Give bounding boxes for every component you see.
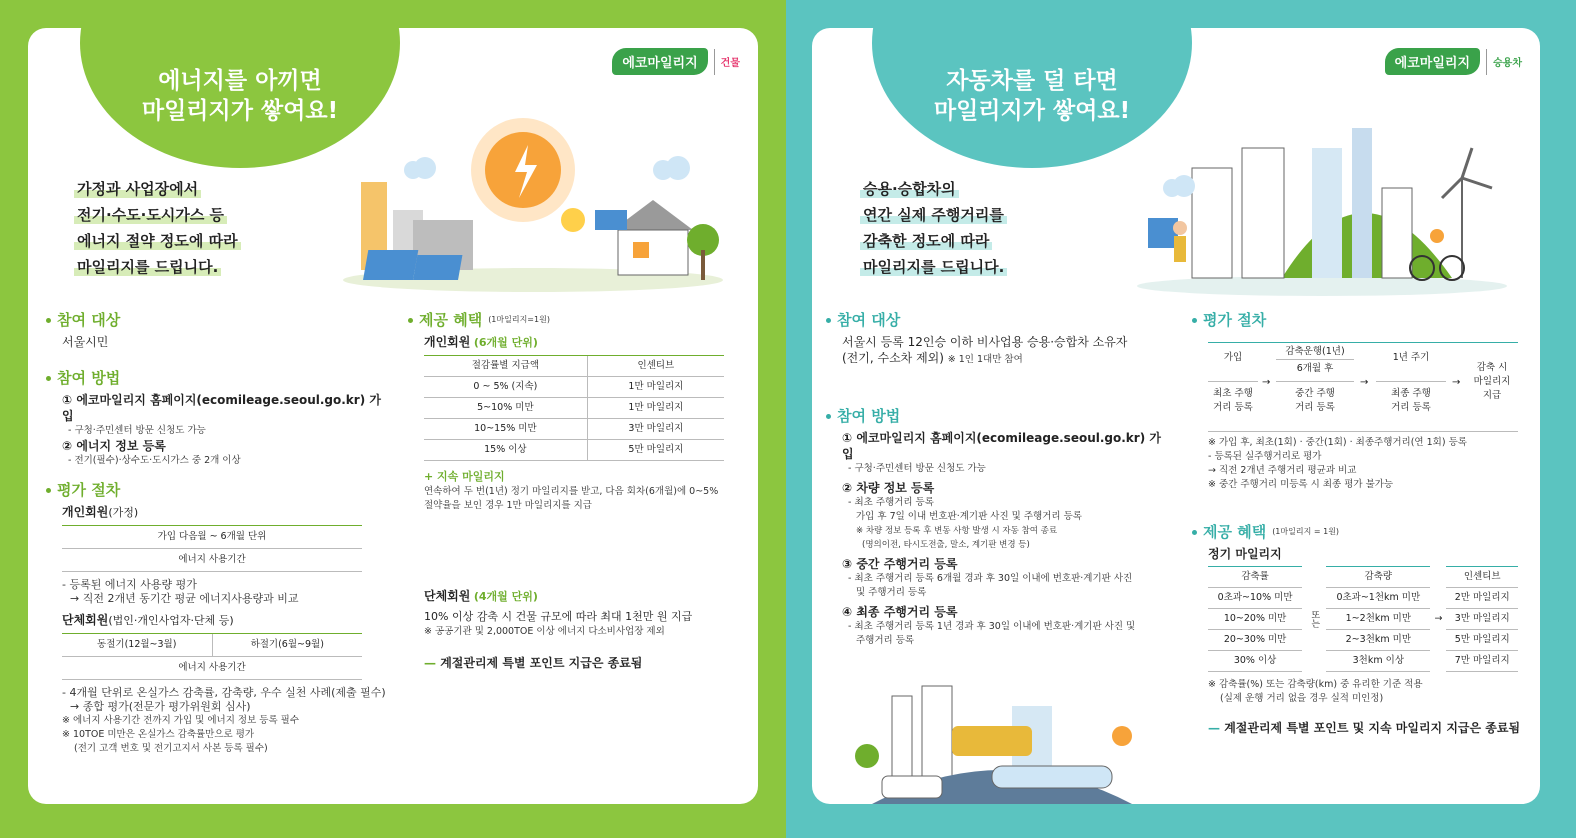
logo-brand: 에코마일리지 xyxy=(612,48,707,75)
logo-brand: 에코마일리지 xyxy=(1385,48,1480,75)
table-cell: 2~3천km 미만 xyxy=(1326,630,1430,651)
arrow-icon: → xyxy=(1452,377,1461,388)
table-cell: 1~2천km 미만 xyxy=(1326,609,1430,630)
group-title: 단체회원 xyxy=(62,613,109,627)
benefit-note: ※ 감축률(%) 또는 감축량(km) 중 유리한 기준 적용 xyxy=(1208,679,1423,690)
eval-note: → 직전 2개년 주행거리 평균과 비교 xyxy=(1208,465,1357,476)
intro-line: 연간 실제 주행거리를 xyxy=(860,206,1007,224)
summer-period: 하절기(6월~9월) xyxy=(250,639,324,650)
table-header: 절감률별 지급액 xyxy=(424,356,587,377)
method-step-3: ③ 중간 주행거리 등록 xyxy=(842,557,958,571)
eval-note: - 등록된 실주행거리로 평가 xyxy=(1208,451,1322,462)
logo-divider xyxy=(1486,49,1487,75)
personal-title: 개인회원 xyxy=(62,505,109,519)
method-sub: - 최초 주행거리 등록 1년 경과 후 30일 이내에 번호판·계기판 사진 및 xyxy=(848,621,1136,632)
table-row xyxy=(424,440,724,461)
or-label: 또는 xyxy=(1309,610,1320,628)
arrow-icon: → xyxy=(1262,377,1271,388)
bullet-dot-icon xyxy=(1192,318,1197,323)
section-heading: 참여 방법 xyxy=(837,407,901,425)
table-header: 인센티브 xyxy=(1446,567,1518,588)
process-step: 감축 시 마일리지 지급 xyxy=(1473,362,1511,401)
bullet-dot-icon xyxy=(826,318,831,323)
section-heading: 제공 혜택 xyxy=(1203,523,1267,541)
winter-period: 동절기(12월~3월) xyxy=(62,634,213,656)
bullet-dot-icon xyxy=(1192,530,1197,535)
bullet-dot-icon xyxy=(46,318,51,323)
personal-usage: 에너지 사용기간 xyxy=(62,549,362,572)
target-text: 서울시민 xyxy=(62,335,109,349)
arrow-icon: → xyxy=(1360,377,1369,388)
intro-line: 마일리지를 드립니다. xyxy=(74,258,221,276)
bullet-dot-icon xyxy=(46,488,51,493)
table-row xyxy=(424,398,724,419)
process-step: 1년 주기 xyxy=(1392,352,1430,363)
banner-line-2: 마일리지가 쌓여요! xyxy=(141,98,339,124)
intro-line: 전기·수도·도시가스 등 xyxy=(74,206,227,224)
group-bullet: → 종합 평가(전문가 평가위원회 심사) xyxy=(70,700,251,713)
table-cell: 0초과~1천km 미만 xyxy=(1326,588,1430,609)
section-heading: 제공 혜택 xyxy=(419,311,483,329)
method-sub: - 최초 주행거리 등록 xyxy=(848,497,934,508)
personal-period-label: (6개월 단위) xyxy=(473,336,538,349)
eval-section xyxy=(46,482,416,756)
table-cell: 3만 마일리지 xyxy=(1446,609,1518,630)
intro-line: 마일리지를 드립니다. xyxy=(860,258,1007,276)
method-sub: 및 주행거리 등록 xyxy=(856,587,927,598)
process-step: 6개월 후 xyxy=(1296,363,1334,374)
sustain-text: 연속하여 두 번(1년) 정기 마일리지를 받고, 다음 회차(6개월)에 0~5% xyxy=(424,486,719,497)
energy-city-illustration xyxy=(333,110,723,300)
table-cell: 5만 마일리지 xyxy=(1446,630,1518,651)
building-panel xyxy=(0,0,786,838)
table-row xyxy=(424,419,724,440)
target-section xyxy=(46,312,376,350)
sustain-title-text: + 지속 마일리지 xyxy=(424,470,505,483)
eval-note: ※ 10TOE 미만은 온실가스 감축률만으로 평가 xyxy=(62,729,255,740)
target-section xyxy=(826,312,1166,367)
regular-mileage-title: 정기 마일리지 xyxy=(1208,547,1282,561)
table-row xyxy=(1208,609,1518,630)
logo-divider xyxy=(714,49,715,75)
table-cell: 5만 마일리지 xyxy=(587,440,724,461)
logo-sub: 건물 xyxy=(720,58,740,69)
method-step-2: ② 차량 정보 등록 xyxy=(842,481,935,495)
table-header: 감축량 xyxy=(1326,567,1430,588)
car-benefit-table xyxy=(1208,566,1518,672)
method-step-2-sub: - 전기(필수)·상수도·도시가스 중 2개 이상 xyxy=(68,455,241,466)
method-step-2: ② 에너지 정보 등록 xyxy=(62,439,166,453)
table-header: 감축률 xyxy=(1208,567,1302,588)
logo-sub: 승용차 xyxy=(1493,58,1522,69)
table-cell: 2만 마일리지 xyxy=(1446,588,1518,609)
end-notice: 계절관리제 특별 포인트 및 지속 마일리지 지급은 종료됨 xyxy=(1224,721,1521,735)
benefit-section xyxy=(408,312,728,513)
method-sub: ※ 차량 정보 등록 후 변동 사항 발생 시 자동 참여 종료 xyxy=(856,526,1058,536)
table-cell: 10~15% 미만 xyxy=(424,419,587,440)
table-cell: 5~10% 미만 xyxy=(424,398,587,419)
group-period-label: (4개월 단위) xyxy=(473,590,538,603)
transit-illustration xyxy=(852,676,1152,804)
bullet-dot-icon xyxy=(826,414,831,419)
benefit-note: (실제 운행 거리 없을 경우 실적 미인정) xyxy=(1220,693,1384,704)
table-cell: 1만 마일리지 xyxy=(587,377,724,398)
table-row xyxy=(1208,651,1518,672)
group-benefit-section: 단체회원 (4개월 단위) 10% 이상 감축 시 건물 규모에 따라 최대 1천만 원 지급 ※ 공공기관 및 2,000TOE 이상 에너지 다소비사업장 제외 — 계절관리제 특별 포인트 지급은 종료됨 xyxy=(424,588,744,671)
banner-line-1: 에너지를 아끼면 xyxy=(158,68,322,94)
eval-note: (전기 고객 번호 및 전기고지서 사본 등록 필수) xyxy=(74,743,268,754)
personal-bullet: → 직전 2개년 동기간 평균 에너지사용량과 비교 xyxy=(70,592,299,605)
process-step: 중간 주행 거리 등록 xyxy=(1295,388,1335,413)
end-notice: 계절관리제 특별 포인트 지급은 종료됨 xyxy=(440,656,643,670)
eval-note: ※ 중간 주행거리 미등록 시 최종 평가 불가능 xyxy=(1208,479,1394,490)
group-bullet: - 4개월 단위로 온실가스 감축률, 감축량, 우수 실천 사례(제출 필수) xyxy=(62,686,386,699)
method-sub: (명의이전, 타시도전출, 말소, 계기판 변경 등) xyxy=(862,540,1030,550)
ecomileage-logo xyxy=(612,48,740,75)
eval-note: ※ 가입 후, 최초(1회) · 중간(1회) · 최종주행거리(연 1회) 등록 xyxy=(1208,437,1467,448)
method-sub: 주행거리 등록 xyxy=(856,635,915,646)
method-step-1-sub: - 구청·주민센터 방문 신청도 가능 xyxy=(68,425,206,436)
intro-text xyxy=(860,176,1007,280)
table-cell: 1만 마일리지 xyxy=(587,398,724,419)
car-card xyxy=(812,28,1540,804)
sustain-title xyxy=(424,469,728,485)
table-cell: 30% 이상 xyxy=(1208,651,1302,672)
process-step: 가입 xyxy=(1223,352,1243,363)
method-step-1: ① 에코마일리지 홈페이지(ecomileage.seoul.go.kr) 가입 xyxy=(842,431,1161,461)
personal-benefit-table xyxy=(424,355,724,461)
bullet-dot-icon xyxy=(46,376,51,381)
group-usage: 에너지 사용기간 xyxy=(62,657,362,680)
ecomileage-logo xyxy=(1385,48,1522,75)
table-cell: 15% 이상 xyxy=(424,440,587,461)
process-step: 최종 주행 거리 등록 xyxy=(1391,388,1431,413)
intro-line: 가정과 사업장에서 xyxy=(74,180,201,198)
method-sub: - 구청·주민센터 방문 신청도 가능 xyxy=(848,463,986,474)
personal-period: 가입 다음월 ~ 6개월 단위 xyxy=(62,525,362,549)
green-city-illustration xyxy=(1132,118,1512,298)
intro-line: 감축한 정도에 따라 xyxy=(860,232,992,250)
method-step-1: ① 에코마일리지 홈페이지(ecomileage.seoul.go.kr) 가입 xyxy=(62,393,381,423)
table-cell: 0초과~10% 미만 xyxy=(1208,588,1302,609)
table-cell: 10~20% 미만 xyxy=(1208,609,1302,630)
intro-line: 승용·승합차의 xyxy=(860,180,959,198)
table-header: 인센티브 xyxy=(587,356,724,377)
method-sub: - 최초 주행거리 등록 6개월 경과 후 30일 이내에 번호판·계기판 사진 xyxy=(848,573,1133,584)
benefit-section: 제공 혜택 (1마일리지 = 1원) 정기 마일리지 감축률 또는 감축량 → 인센티브 0초과~10% 미만 0초과~1천km 미만 2만 마일리지 10~20% 미만 1~2천km 미만 3만 마일리지 20~30% 미만 2~3천km 미만 5만 마일리지 30% 이상 3천km 이상 7만 마일리지 ※ 감축률(%) 또는 감축량(km) 중 유리한 기준 적용 (실제 운행 거리 없을 경우 실적 미인정) — 계절관리제 특별 포인트 및 지속 마일리지 지급은 종료됨 xyxy=(1192,524,1522,736)
intro-line: 에너지 절약 정도에 따라 xyxy=(74,232,241,250)
group-benefit-note: ※ 공공기관 및 2,000TOE 이상 에너지 다소비사업장 제외 xyxy=(424,626,665,637)
target-note: ※ 1인 1대만 참여 xyxy=(947,354,1023,365)
banner-line-1: 자동차를 덜 타면 xyxy=(946,68,1118,94)
method-sub: 가입 후 7일 이내 번호판·계기판 사진 및 주행거리 등록 xyxy=(856,511,1082,522)
table-row xyxy=(1208,630,1518,651)
section-heading: 참여 방법 xyxy=(57,369,121,387)
personal-label: 개인회원 xyxy=(424,335,471,349)
car-panel xyxy=(786,0,1576,838)
table-cell: 7만 마일리지 xyxy=(1446,651,1518,672)
method-step-4: ④ 최종 주행거리 등록 xyxy=(842,605,958,619)
eval-notes xyxy=(1208,436,1528,492)
section-heading: 평가 절차 xyxy=(57,481,121,499)
table-cell: 3천km 이상 xyxy=(1326,651,1430,672)
arrow-icon: → xyxy=(1434,613,1443,624)
process-step: 최초 주행 거리 등록 xyxy=(1213,388,1253,413)
benefit-unit: (1마일리지 = 1원) xyxy=(1272,527,1340,536)
banner-line-2: 마일리지가 쌓여요! xyxy=(933,98,1131,124)
table-row xyxy=(1208,588,1518,609)
target-text: (전기, 수소차 제외) xyxy=(842,351,944,365)
section-heading: 참여 대상 xyxy=(837,311,901,329)
table-cell: 3만 마일리지 xyxy=(587,419,724,440)
method-section xyxy=(46,370,386,468)
group-label: 단체회원 xyxy=(424,589,471,603)
section-heading: 참여 대상 xyxy=(57,311,121,329)
section-heading: 평가 절차 xyxy=(1203,311,1267,329)
table-row xyxy=(424,377,724,398)
personal-paren: (가정) xyxy=(108,506,139,519)
personal-bullet: - 등록된 에너지 사용량 평가 xyxy=(62,578,197,591)
building-card xyxy=(28,28,758,804)
eval-process xyxy=(1208,342,1518,432)
intro-text xyxy=(74,176,241,280)
bullet-dot-icon xyxy=(408,318,413,323)
target-text: 서울시 등록 12인승 이하 비사업용 승용·승합차 소유자 xyxy=(842,335,1128,349)
eval-section xyxy=(1192,312,1522,334)
eval-note: ※ 에너지 사용기간 전까지 가입 및 에너지 정보 등록 필수 xyxy=(62,715,300,726)
method-section xyxy=(826,408,1166,648)
group-benefit-text: 10% 이상 감축 시 건물 규모에 따라 최대 1천만 원 지급 xyxy=(424,610,693,623)
benefit-unit: (1마일리지=1원) xyxy=(488,315,550,324)
sustain-text: 절약율을 보인 경우 1만 마일리지를 지급 xyxy=(424,500,592,511)
table-cell: 0 ~ 5% (지속) xyxy=(424,377,587,398)
process-step: 감축운행(1년) xyxy=(1276,345,1354,360)
table-cell: 20~30% 미만 xyxy=(1208,630,1302,651)
group-paren: (법인·개인사업자·단체 등) xyxy=(108,614,234,627)
